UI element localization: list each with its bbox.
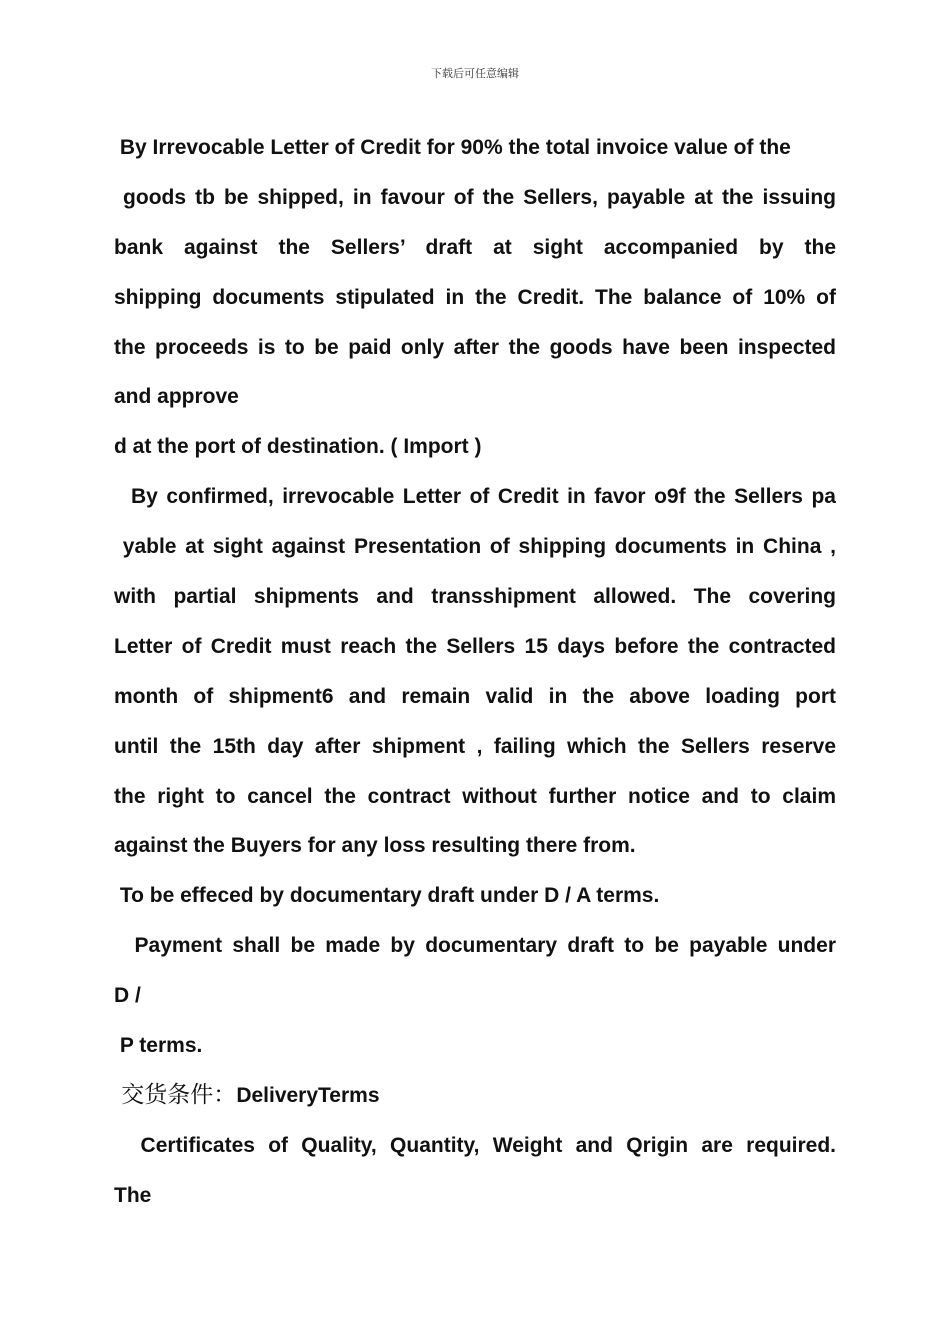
text-line-4: shipping documents stipulated in the Credit. The balance of 10% of (114, 285, 836, 309)
text-line-6: and approve (114, 385, 239, 409)
delivery-terms-label-en: DeliveryTerms (236, 1083, 380, 1107)
text-line-7: d at the port of destination. ( Import ) (114, 435, 482, 459)
text-line-10: with partial shipments and transshipment allowed. The covering (114, 585, 836, 609)
text-line-13: until the 15th day after shipment , failing which the Sellers reserve (114, 734, 836, 758)
text-line-5: the proceeds is to be paid only after the goods have been inspected (114, 335, 836, 359)
text-line-16: To be effeced by documentary draft under D / A terms. (114, 884, 660, 908)
text-line-8: By confirmed, irrevocable Letter of Credit in favor o9f the Sellers pa (114, 485, 836, 509)
text-line-12: month of shipment6 and remain valid in the above loading port (114, 684, 836, 708)
text-line-14: the right to cancel the contract without further notice and to claim (114, 784, 836, 808)
text-line-9: yable at sight against Presentation of shipping documents in China , (114, 535, 836, 559)
page-header: 下载后可任意编辑 (431, 67, 519, 80)
text-line-19: P terms. (114, 1034, 203, 1058)
text-line-22: The (114, 1183, 152, 1207)
document-body (114, 123, 836, 1221)
delivery-terms-heading (114, 1071, 836, 1121)
text-line-3: bank against the Sellers’ draft at sight accompanied by the (114, 235, 836, 259)
text-line-21: Certificates of Quality, Quantity, Weight and Qrigin are required. (114, 1133, 836, 1157)
text-line-2: goods tb be shipped, in favour of the Sellers, payable at the issuing (114, 185, 836, 209)
text-line-17: Payment shall be made by documentary draft to be payable under (114, 934, 836, 958)
text-line-18: D / (114, 984, 141, 1008)
delivery-terms-label-cn: 交货条件： (114, 1081, 237, 1108)
text-line-11: Letter of Credit must reach the Sellers 15 days before the contracted (114, 634, 836, 658)
text-line-15: against the Buyers for any loss resulting there from. (114, 834, 636, 858)
text-line-1: By Irrevocable Letter of Credit for 90% the total invoice value of the (114, 136, 791, 159)
